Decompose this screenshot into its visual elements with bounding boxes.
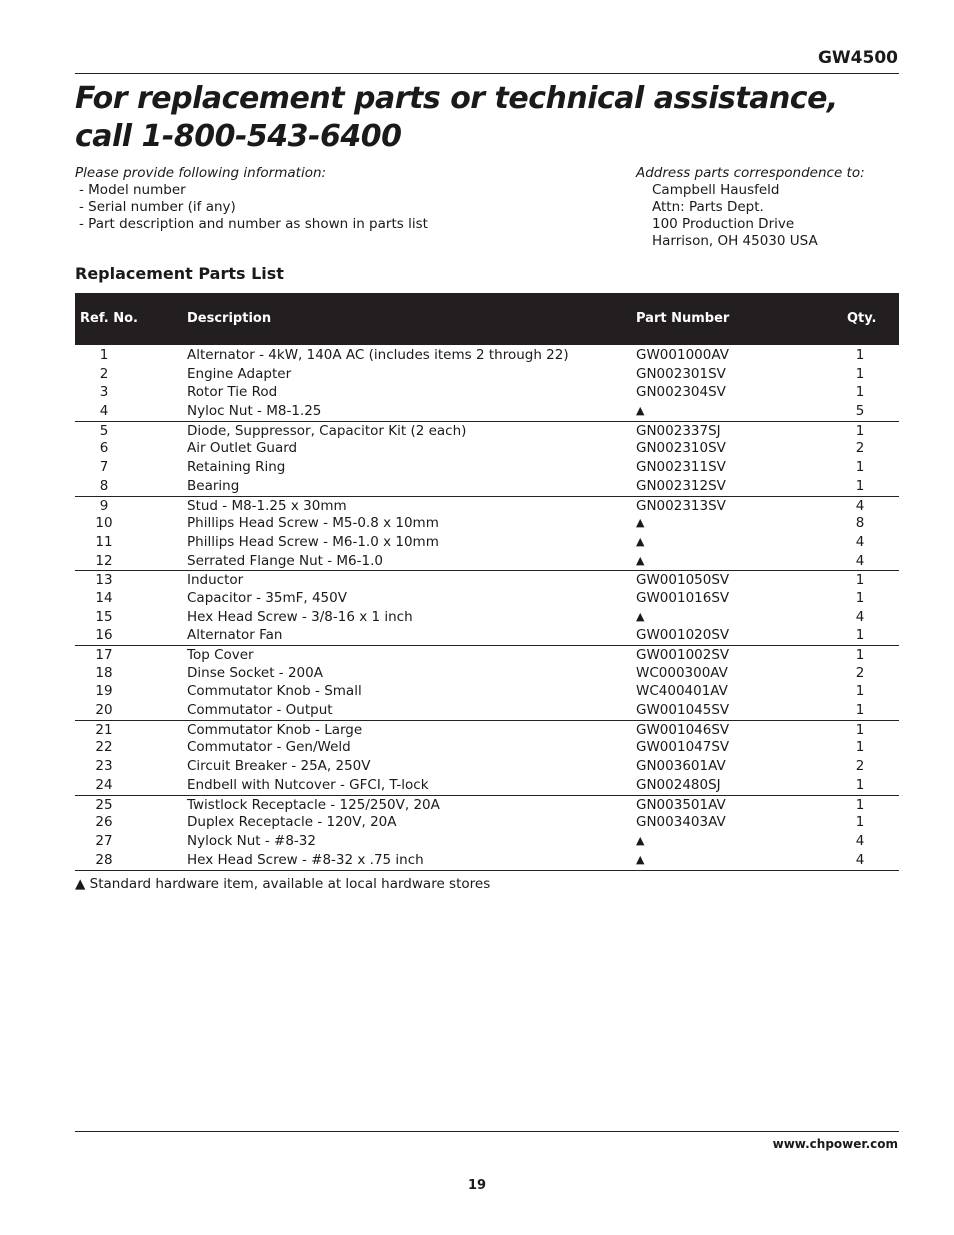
qty-cell: 1 xyxy=(855,384,865,401)
table-row xyxy=(75,795,899,814)
description-cell: Endbell with Nutcover - GFCI, T-lock xyxy=(187,776,429,793)
description-cell: Top Cover xyxy=(187,647,254,663)
info-item: - Part description and number as shown in parts list xyxy=(79,216,428,232)
title-line-2: call 1-800-543-6400 xyxy=(75,119,402,154)
description-cell: Alternator Fan xyxy=(187,627,283,644)
description-cell: Commutator - Gen/Weld xyxy=(187,739,351,756)
qty-cell: 1 xyxy=(855,721,865,738)
description-cell: Serrated Flange Nut - M6-1.0 xyxy=(187,552,383,569)
qty-cell: 1 xyxy=(855,627,865,644)
address-line: Harrison, OH 45030 USA xyxy=(652,233,818,249)
ref-no-cell: 2 xyxy=(99,365,109,382)
qty-cell: 1 xyxy=(855,683,865,700)
part-number-cell: GW001020SV xyxy=(636,627,730,644)
header-description: Description xyxy=(187,311,272,326)
description-cell: Commutator Knob - Small xyxy=(187,683,362,700)
table-row xyxy=(75,776,899,795)
table-row xyxy=(75,383,899,402)
table-row xyxy=(75,626,899,645)
ref-no-cell: 13 xyxy=(95,572,113,589)
description-cell: Nylock Nut - #8-32 xyxy=(187,832,316,849)
table-row xyxy=(75,365,899,384)
table-bottom-rule xyxy=(75,870,899,871)
info-item: - Serial number (if any) xyxy=(79,199,236,215)
part-number-cell: GN002301SV xyxy=(636,365,726,382)
qty-cell: 2 xyxy=(855,758,865,775)
table-row xyxy=(75,645,899,664)
table-row xyxy=(75,851,899,870)
part-number-cell: ▲ xyxy=(636,833,645,847)
table-row xyxy=(75,664,899,683)
part-number-cell: GW001000AV xyxy=(636,347,729,363)
description-cell: Diode, Suppressor, Capacitor Kit (2 each) xyxy=(187,422,467,439)
part-number-cell: GW001016SV xyxy=(636,589,730,606)
table-row xyxy=(75,738,899,757)
description-cell: Air Outlet Guard xyxy=(187,440,298,457)
description-cell: Duplex Receptacle - 120V, 20A xyxy=(187,814,397,831)
ref-no-cell: 7 xyxy=(99,459,109,476)
qty-cell: 4 xyxy=(855,851,865,868)
part-number-cell: GN002312SV xyxy=(636,477,726,494)
part-number-cell: ▲ xyxy=(636,516,645,530)
description-cell: Retaining Ring xyxy=(187,459,286,476)
table-header xyxy=(75,293,899,345)
part-number-cell: ▲ xyxy=(636,852,645,866)
description-cell: Nyloc Nut - M8-1.25 xyxy=(187,403,322,420)
table-row xyxy=(75,682,899,701)
page-number: 19 xyxy=(467,1178,487,1193)
qty-cell: 1 xyxy=(855,365,865,382)
part-number-cell: GN003501AV xyxy=(636,796,726,813)
qty-cell: 4 xyxy=(855,608,865,625)
qty-cell: 1 xyxy=(855,589,865,606)
table-row xyxy=(75,757,899,776)
header-divider xyxy=(75,73,899,74)
qty-cell: 4 xyxy=(855,533,865,550)
ref-no-cell: 14 xyxy=(95,589,113,606)
ref-no-cell: 11 xyxy=(95,533,113,550)
qty-cell: 1 xyxy=(855,347,865,363)
address-block xyxy=(636,165,865,250)
qty-cell: 1 xyxy=(855,776,865,793)
qty-cell: 2 xyxy=(855,664,865,681)
part-number-cell: GN003601AV xyxy=(636,758,726,775)
table-row xyxy=(75,496,899,515)
description-cell: Phillips Head Screw - M5-0.8 x 10mm xyxy=(187,515,439,532)
ref-no-cell: 9 xyxy=(99,497,109,514)
table-row xyxy=(75,346,899,365)
ref-no-cell: 28 xyxy=(95,851,113,868)
part-number-cell: GN002304SV xyxy=(636,384,726,401)
description-cell: Stud - M8-1.25 x 30mm xyxy=(187,497,347,514)
ref-no-cell: 27 xyxy=(95,832,113,849)
qty-cell: 4 xyxy=(855,552,865,569)
qty-cell: 2 xyxy=(855,440,865,457)
description-cell: Inductor xyxy=(187,572,244,589)
qty-cell: 1 xyxy=(855,422,865,439)
description-cell: Phillips Head Screw - M6-1.0 x 10mm xyxy=(187,533,439,550)
ref-no-cell: 8 xyxy=(99,477,109,494)
ref-no-cell: 5 xyxy=(99,422,109,439)
ref-no-cell: 25 xyxy=(95,796,113,813)
model-number: GW4500 xyxy=(817,48,898,68)
qty-cell: 1 xyxy=(855,739,865,756)
qty-cell: 8 xyxy=(855,515,865,532)
qty-cell: 1 xyxy=(855,647,865,663)
description-cell: Commutator - Output xyxy=(187,702,333,719)
ref-no-cell: 21 xyxy=(95,721,113,738)
ref-no-cell: 18 xyxy=(95,664,113,681)
ref-no-cell: 3 xyxy=(99,384,109,401)
qty-cell: 4 xyxy=(855,497,865,514)
part-number-cell: GW001045SV xyxy=(636,702,730,719)
footer-divider xyxy=(75,1131,899,1132)
description-cell: Engine Adapter xyxy=(187,365,292,382)
part-number-cell: ▲ xyxy=(636,534,645,548)
part-number-cell: GW001047SV xyxy=(636,739,730,756)
ref-no-cell: 23 xyxy=(95,758,113,775)
header-part-number: Part Number xyxy=(636,311,730,326)
part-number-cell: GN003403AV xyxy=(636,814,726,831)
qty-cell: 1 xyxy=(855,572,865,589)
description-cell: Circuit Breaker - 25A, 250V xyxy=(187,758,371,775)
part-number-cell: ▲ xyxy=(636,609,645,623)
info-item: - Model number xyxy=(79,182,186,198)
part-number-cell: WC400401AV xyxy=(636,683,728,700)
table-row xyxy=(75,477,899,496)
description-cell: Rotor Tie Rod xyxy=(187,384,278,401)
info-list xyxy=(75,165,428,233)
address-line: Attn: Parts Dept. xyxy=(652,199,764,215)
ref-no-cell: 24 xyxy=(95,776,113,793)
table-row xyxy=(75,832,899,851)
page-title xyxy=(75,80,895,156)
description-cell: Alternator - 4kW, 140A AC (includes items 2 through 22) xyxy=(187,347,569,363)
qty-cell: 5 xyxy=(855,403,865,420)
table-row xyxy=(75,402,899,421)
part-number-cell: WC000300AV xyxy=(636,664,728,681)
table-row xyxy=(75,720,899,739)
table-row xyxy=(75,514,899,533)
section-title: Replacement Parts List xyxy=(75,264,284,283)
address-lead: Address parts correspondence to: xyxy=(636,165,865,181)
ref-no-cell: 26 xyxy=(95,814,113,831)
description-cell: Hex Head Screw - 3/8-16 x 1 inch xyxy=(187,608,413,625)
description-cell: Hex Head Screw - #8-32 x .75 inch xyxy=(187,851,424,868)
ref-no-cell: 22 xyxy=(95,739,113,756)
part-number-cell: GN002480SJ xyxy=(636,776,721,793)
part-number-cell: GW001046SV xyxy=(636,721,730,738)
qty-cell: 1 xyxy=(855,702,865,719)
table-row xyxy=(75,421,899,440)
ref-no-cell: 6 xyxy=(99,440,109,457)
table-row xyxy=(75,813,899,832)
table-row xyxy=(75,589,899,608)
ref-no-cell: 15 xyxy=(95,608,113,625)
table-row xyxy=(75,458,899,477)
header-qty: Qty. xyxy=(847,311,877,326)
description-cell: Capacitor - 35mF, 450V xyxy=(187,589,347,606)
ref-no-cell: 1 xyxy=(99,347,109,363)
part-number-cell: GN002313SV xyxy=(636,497,726,514)
part-number-cell: GW001050SV xyxy=(636,572,730,589)
qty-cell: 1 xyxy=(855,459,865,476)
table-row xyxy=(75,570,899,589)
ref-no-cell: 12 xyxy=(95,552,113,569)
footnote: ▲ Standard hardware item, available at local hardware stores xyxy=(75,876,491,892)
qty-cell: 1 xyxy=(855,814,865,831)
title-line-1: For replacement parts or technical assistance, xyxy=(75,81,838,116)
ref-no-cell: 4 xyxy=(99,403,109,420)
address-line: Campbell Hausfeld xyxy=(652,182,780,198)
part-number-cell: ▲ xyxy=(636,553,645,567)
qty-cell: 4 xyxy=(855,832,865,849)
website-url: www.chpower.com xyxy=(772,1137,898,1151)
part-number-cell: GN002337SJ xyxy=(636,422,721,439)
info-lead: Please provide following information: xyxy=(75,165,327,181)
header-ref: Ref. No. xyxy=(80,311,138,326)
description-cell: Twistlock Receptacle - 125/250V, 20A xyxy=(187,796,440,813)
part-number-cell: ▲ xyxy=(636,404,645,418)
table-row xyxy=(75,552,899,571)
ref-no-cell: 19 xyxy=(95,683,113,700)
table-row xyxy=(75,533,899,552)
part-number-cell: GN002310SV xyxy=(636,440,726,457)
part-number-cell: GN002311SV xyxy=(636,459,726,476)
table-row xyxy=(75,701,899,720)
description-cell: Commutator Knob - Large xyxy=(187,721,363,738)
table-row xyxy=(75,439,899,458)
address-line: 100 Production Drive xyxy=(652,216,795,232)
parts-table xyxy=(75,346,899,869)
table-row xyxy=(75,608,899,627)
description-cell: Dinse Socket - 200A xyxy=(187,664,323,681)
description-cell: Bearing xyxy=(187,477,240,494)
ref-no-cell: 17 xyxy=(95,647,113,663)
ref-no-cell: 10 xyxy=(95,515,113,532)
part-number-cell: GW001002SV xyxy=(636,647,730,663)
qty-cell: 1 xyxy=(855,477,865,494)
ref-no-cell: 16 xyxy=(95,627,113,644)
ref-no-cell: 20 xyxy=(95,702,113,719)
qty-cell: 1 xyxy=(855,796,865,813)
